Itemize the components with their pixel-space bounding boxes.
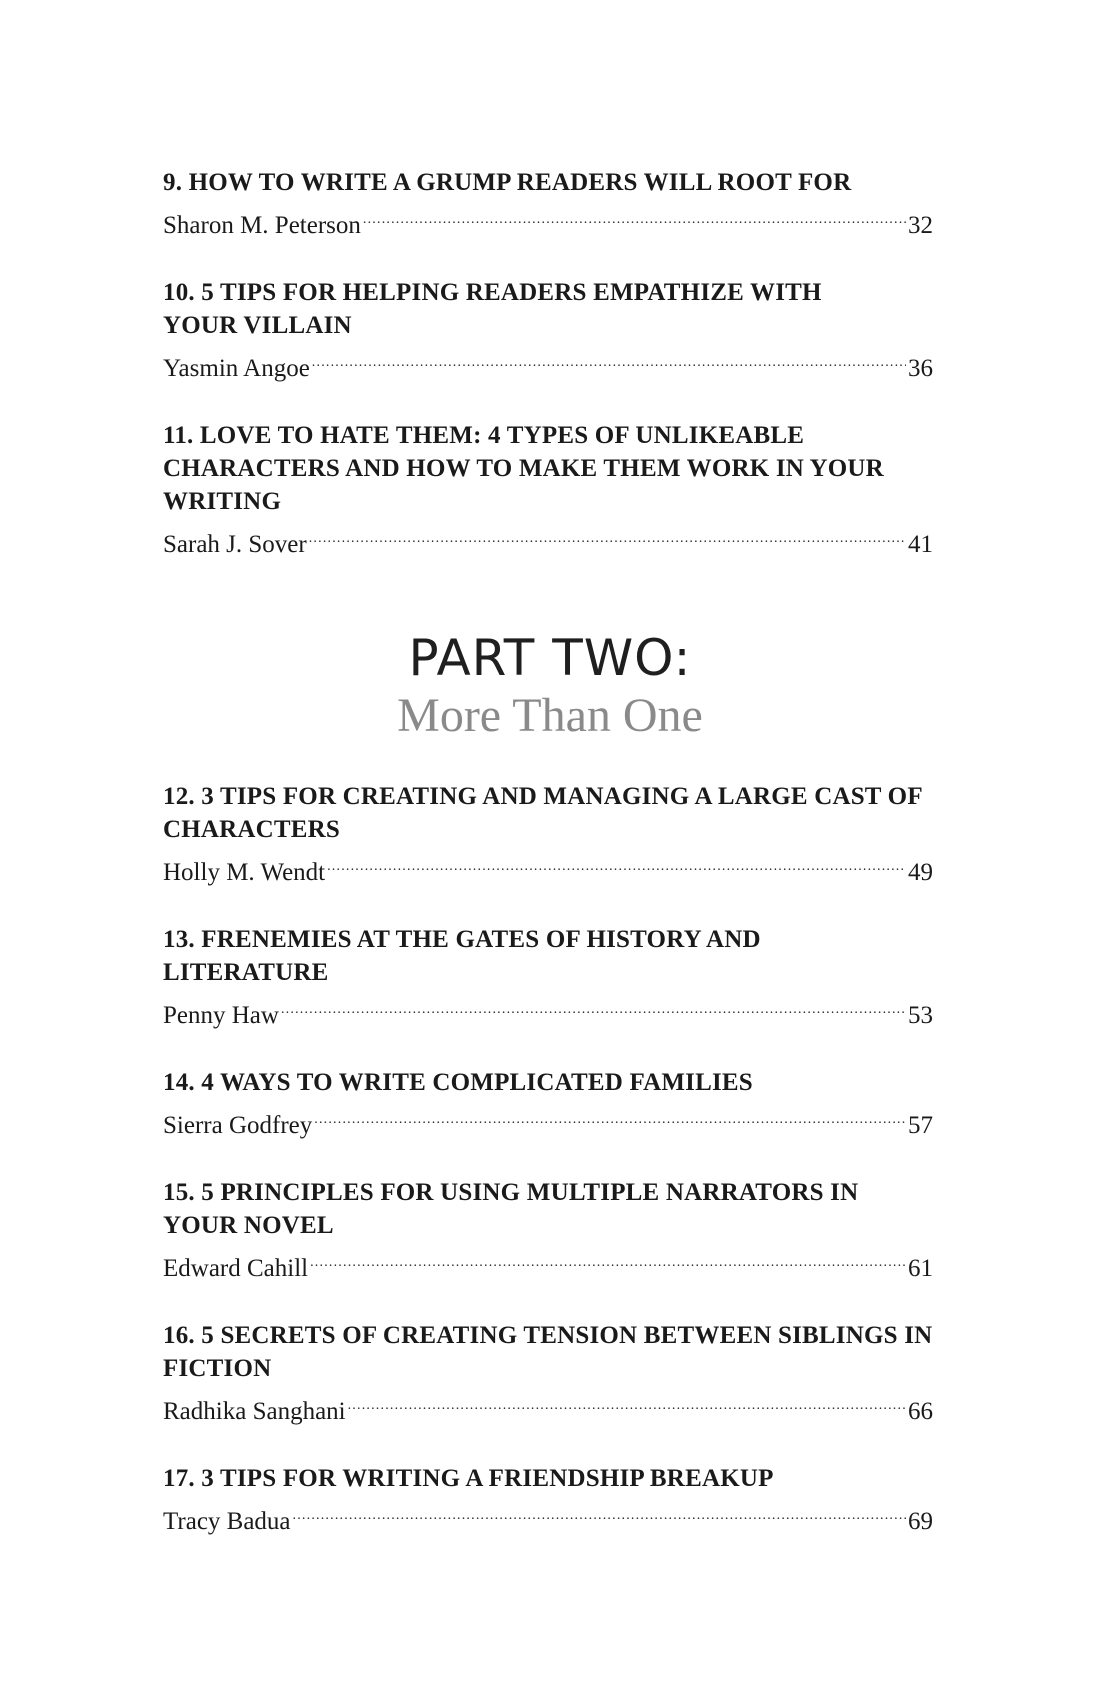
- part-heading: [0, 628, 1100, 744]
- dot-leader: [348, 1385, 906, 1419]
- entry-page-number: 61: [908, 1255, 933, 1282]
- entry-author: Holly M. Wendt: [163, 859, 326, 886]
- entry-page-number: 49: [908, 859, 933, 886]
- toc-entry[interactable]: [163, 923, 933, 1033]
- entry-page-number: 36: [908, 355, 933, 382]
- entry-page-number: 53: [908, 1002, 933, 1029]
- dot-leader: [309, 518, 906, 552]
- toc-entry[interactable]: [163, 1319, 933, 1429]
- dot-leader: [312, 342, 906, 376]
- dot-leader: [310, 1242, 906, 1276]
- entry-author: Sarah J. Sover: [163, 531, 307, 558]
- entry-author-line: [163, 342, 933, 386]
- entry-title: 13. FRENEMIES AT THE GATES OF HISTORY AND LITERATURE: [163, 926, 761, 986]
- entry-author: Edward Cahill: [163, 1255, 309, 1282]
- entry-author-line: [163, 1385, 933, 1429]
- entry-author-line: [163, 1495, 933, 1539]
- entry-page-number: 32: [908, 212, 933, 239]
- entry-title: 11. LOVE TO HATE THEM: 4 TYPES OF UNLIKEABLE CHARACTERS AND HOW TO MAKE THEM WORK IN YOUR WRITING: [163, 422, 884, 515]
- toc-entry[interactable]: [163, 419, 933, 562]
- entry-title: 12. 3 TIPS FOR CREATING AND MANAGING A LARGE CAST OF CHARACTERS: [163, 783, 922, 843]
- entry-title: 15. 5 PRINCIPLES FOR USING MULTIPLE NARRATORS IN YOUR NOVEL: [163, 1179, 859, 1239]
- entry-author-line: [163, 989, 933, 1033]
- toc-entry[interactable]: [163, 1462, 933, 1539]
- entry-author-line: [163, 846, 933, 890]
- entry-page-number: 66: [908, 1398, 933, 1425]
- entry-page-number: 57: [908, 1112, 933, 1139]
- entry-author: Sierra Godfrey: [163, 1112, 313, 1139]
- entry-author-line: [163, 199, 933, 243]
- toc-entry[interactable]: [163, 276, 933, 386]
- entry-title: 10. 5 TIPS FOR HELPING READERS EMPATHIZE WITH YOUR VILLAIN: [163, 279, 822, 339]
- entry-author: Tracy Badua: [163, 1508, 291, 1535]
- entry-author: Radhika Sanghani: [163, 1398, 346, 1425]
- entry-author-line: [163, 1099, 933, 1143]
- dot-leader: [281, 989, 906, 1023]
- toc-entry[interactable]: [163, 166, 933, 243]
- entry-title: 9. HOW TO WRITE A GRUMP READERS WILL ROOT FOR: [163, 169, 852, 196]
- entry-page-number: 41: [908, 531, 933, 558]
- entry-author: Penny Haw: [163, 1002, 279, 1029]
- toc-part-two-list: [163, 780, 933, 1572]
- entry-page-number: 69: [908, 1508, 933, 1535]
- entry-title: 14. 4 WAYS TO WRITE COMPLICATED FAMILIES: [163, 1069, 753, 1096]
- dot-leader: [293, 1495, 906, 1529]
- toc-entry[interactable]: [163, 1066, 933, 1143]
- toc-entry[interactable]: [163, 1176, 933, 1286]
- dot-leader: [363, 199, 906, 233]
- entry-author-line: [163, 518, 933, 562]
- dot-leader: [314, 1099, 906, 1133]
- dot-leader: [327, 846, 906, 880]
- part-title: PART TWO:: [408, 629, 692, 687]
- toc-part-one-list: [163, 166, 933, 595]
- entry-author: Sharon M. Peterson: [163, 212, 361, 239]
- toc-entry[interactable]: [163, 780, 933, 890]
- entry-author: Yasmin Angoe: [163, 355, 310, 382]
- entry-author-line: [163, 1242, 933, 1286]
- entry-title: 16. 5 SECRETS OF CREATING TENSION BETWEEN SIBLINGS IN FICTION: [163, 1322, 933, 1382]
- entry-title: 17. 3 TIPS FOR WRITING A FRIENDSHIP BREAKUP: [163, 1465, 774, 1492]
- part-subtitle: More Than One: [397, 689, 703, 742]
